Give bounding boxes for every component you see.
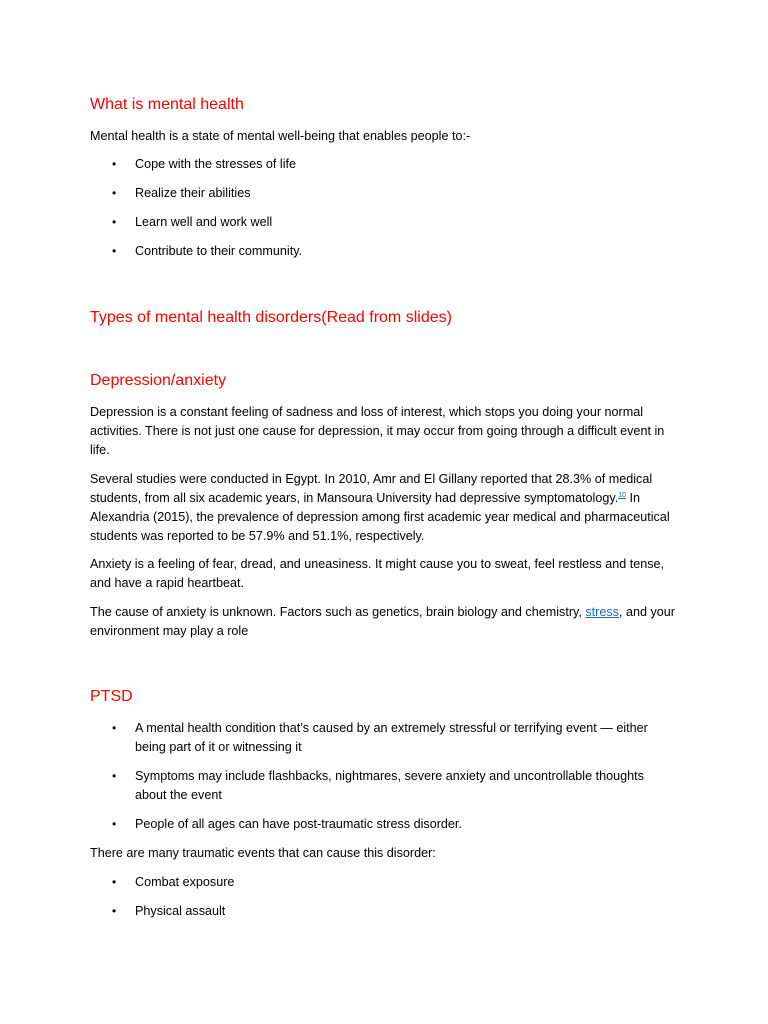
paragraph-egypt-studies: [90, 470, 680, 546]
list-item: [112, 902, 672, 921]
list-item: [112, 815, 672, 834]
list-item-text: Contribute to their community.: [135, 244, 303, 258]
list-item-text: People of all ages can have post-traumatic stress disorder.: [135, 817, 462, 831]
bullet-icon: •: [112, 186, 117, 200]
paragraph-intro: Mental health is a state of mental well-being that enables people to:-: [90, 129, 471, 143]
list-item: [112, 213, 672, 232]
bullet-icon: •: [112, 244, 117, 258]
stress-link[interactable]: stress: [585, 605, 619, 619]
list-item: [112, 873, 672, 892]
bullet-icon: •: [112, 875, 117, 889]
list-item-text: Symptoms may include flashbacks, nightmares, severe anxiety and uncontrollable thoughts about the event: [135, 769, 644, 802]
paragraph-anxiety-cause-text-b: , and your environment may play a role: [90, 605, 675, 638]
list-item-text: A mental health condition that’s caused by an extremely stressful or terrifying event — either being part of it or witnessing it: [135, 721, 648, 754]
heading-depression-anxiety: Depression/anxiety: [90, 372, 227, 389]
paragraph-anxiety-cause-text-a: The cause of anxiety is unknown. Factors such as genetics, brain biology and chemistry,: [90, 605, 586, 619]
list-item: [112, 767, 672, 805]
heading-ptsd: PTSD: [90, 688, 133, 705]
bullet-icon: •: [112, 817, 117, 831]
bullet-icon: •: [112, 904, 117, 918]
paragraph-anxiety-cause: [90, 603, 680, 641]
bullet-icon: •: [112, 157, 117, 171]
list-item: [112, 719, 672, 757]
list-item: [112, 184, 672, 203]
paragraph-depression-definition: Depression is a constant feeling of sadness and loss of interest, which stops you doing your normal activities. There is not just one cause for depression, it may occur from going through a difficult event in life.: [90, 405, 665, 457]
bullet-icon: •: [112, 215, 117, 229]
citation-link[interactable]: 10: [618, 491, 627, 499]
heading-types-of-disorders: Types of mental health disorders(Read from slides): [90, 309, 452, 326]
bullet-icon: •: [112, 769, 117, 783]
paragraph-egypt-studies-text-b: In Alexandria (2015), the prevalence of depression among first academic year medical and pharmaceutical students was reported to be 57.9% and 51.1%, respectively.: [90, 491, 670, 543]
paragraph-traumatic-events: There are many traumatic events that can cause this disorder:: [90, 846, 436, 860]
paragraph-anxiety-definition: Anxiety is a feeling of fear, dread, and uneasiness. It might cause you to sweat, feel restless and tense, and have a rapid heartbeat.: [90, 557, 665, 590]
heading-what-is-mental-health: What is mental health: [90, 96, 244, 113]
list-item: [112, 242, 672, 261]
list-item-text: Cope with the stresses of life: [135, 157, 296, 171]
list-item-text: Physical assault: [135, 904, 226, 918]
list-item-text: Learn well and work well: [135, 215, 273, 229]
list-item: [112, 155, 672, 174]
list-item-text: Realize their abilities: [135, 186, 251, 200]
paragraph-egypt-studies-text-a: Several studies were conducted in Egypt. In 2010, Amr and El Gillany reported that 28.3% of medical students, from all six academic years, in Mansoura University had depressive symptomatology.: [90, 472, 653, 505]
bullet-icon: •: [112, 721, 117, 735]
list-item-text: Combat exposure: [135, 875, 235, 889]
